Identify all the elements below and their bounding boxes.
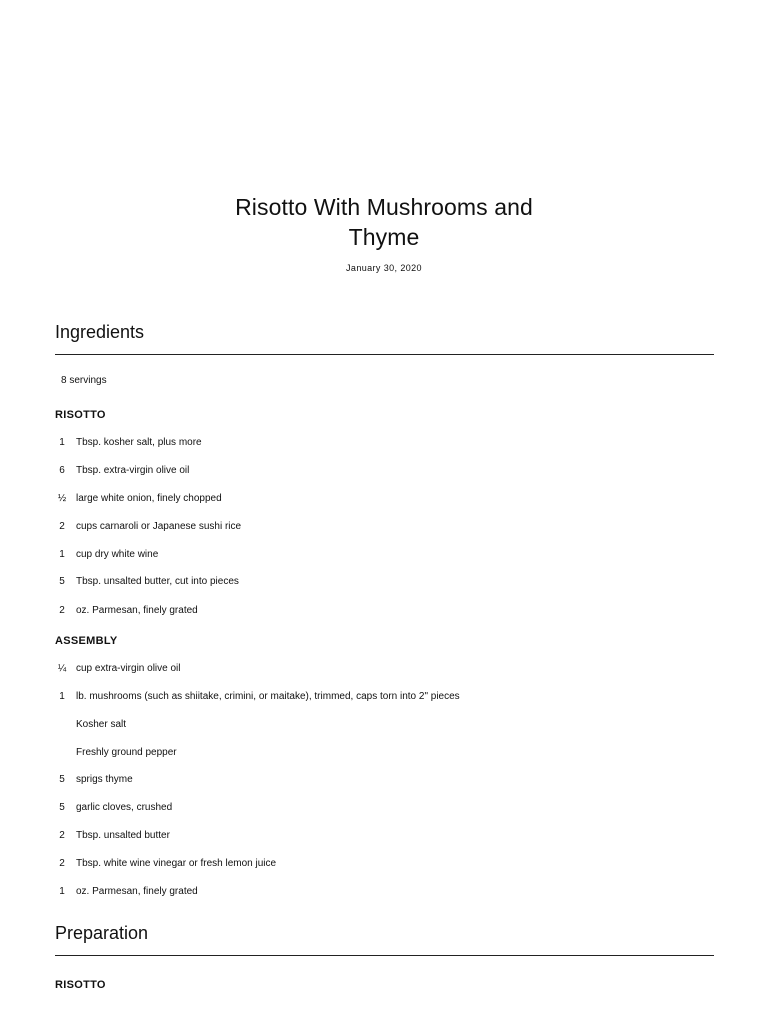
recipe-title-line-1: Risotto With Mushrooms and bbox=[235, 194, 533, 220]
ingredient-quantity: 5 bbox=[59, 774, 65, 785]
ingredient-quantity: 5 bbox=[59, 802, 65, 813]
ingredient-description: Tbsp. kosher salt, plus more bbox=[76, 437, 202, 448]
preparation-risotto-label: RISOTTO bbox=[55, 979, 106, 991]
ingredient-quantity: 2 bbox=[59, 521, 65, 532]
ingredient-quantity: ¼ bbox=[57, 663, 67, 674]
ingredient-description: Tbsp. unsalted butter, cut into pieces bbox=[76, 576, 239, 587]
assembly-group-label: ASSEMBLY bbox=[55, 635, 118, 647]
preparation-heading: Preparation bbox=[55, 923, 149, 943]
ingredient-quantity: ½ bbox=[57, 493, 67, 504]
ingredient-description: Tbsp. unsalted butter bbox=[76, 830, 170, 841]
ingredient-quantity: 2 bbox=[59, 830, 65, 841]
ingredient-quantity: 1 bbox=[59, 437, 65, 448]
ingredient-description: garlic cloves, crushed bbox=[76, 802, 173, 813]
recipe-title bbox=[184, 192, 584, 252]
ingredient-description: cups carnaroli or Japanese sushi rice bbox=[76, 521, 242, 532]
ingredient-description: lb. mushrooms (such as shiitake, crimini, or maitake), trimmed, caps torn into 2" pieces bbox=[76, 691, 460, 702]
preparation-divider bbox=[55, 955, 714, 956]
ingredient-description: Tbsp. white wine vinegar or fresh lemon juice bbox=[76, 858, 277, 869]
ingredient-quantity: 2 bbox=[59, 858, 65, 869]
ingredients-heading: Ingredients bbox=[55, 322, 145, 342]
ingredient-quantity: 5 bbox=[59, 576, 65, 587]
ingredient-description: cup extra-virgin olive oil bbox=[76, 663, 181, 674]
ingredient-quantity: 1 bbox=[59, 549, 65, 560]
ingredient-description: oz. Parmesan, finely grated bbox=[76, 605, 198, 616]
ingredient-description: sprigs thyme bbox=[76, 774, 133, 785]
ingredient-quantity: 1 bbox=[59, 886, 65, 897]
ingredient-description: Tbsp. extra-virgin olive oil bbox=[76, 465, 190, 476]
ingredient-quantity: 2 bbox=[59, 605, 65, 616]
ingredient-quantity: 1 bbox=[59, 691, 65, 702]
ingredient-description: cup dry white wine bbox=[76, 549, 159, 560]
ingredients-divider bbox=[55, 354, 714, 355]
publish-date: January 30, 2020 bbox=[346, 263, 422, 273]
ingredient-description: Kosher salt bbox=[76, 719, 127, 730]
servings-count: 8 servings bbox=[61, 375, 107, 386]
recipe-title-line-2: Thyme bbox=[348, 224, 420, 250]
ingredient-description: large white onion, finely chopped bbox=[76, 493, 222, 504]
ingredient-description: oz. Parmesan, finely grated bbox=[76, 886, 198, 897]
risotto-group-label: RISOTTO bbox=[55, 409, 106, 421]
ingredient-quantity: 6 bbox=[59, 465, 65, 476]
ingredient-description: Freshly ground pepper bbox=[76, 747, 177, 758]
